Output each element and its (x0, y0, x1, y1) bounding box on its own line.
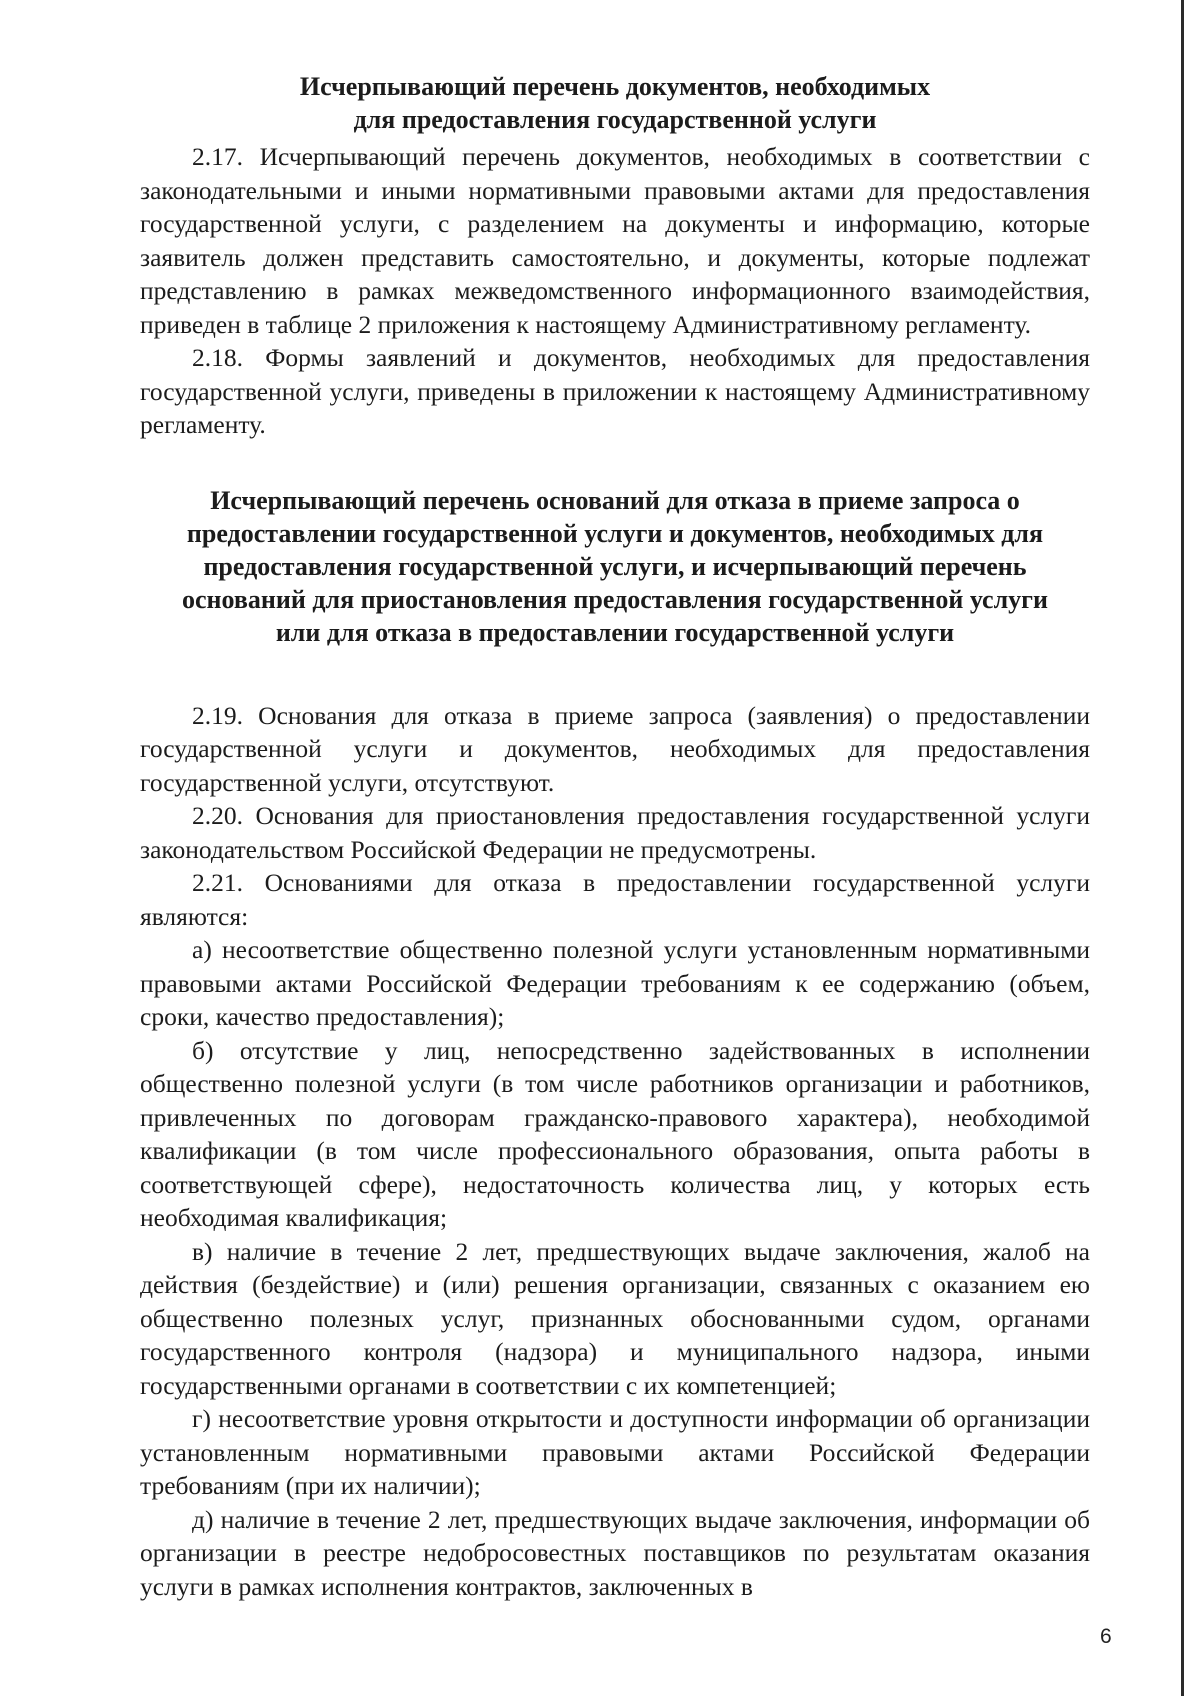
heading-line: оснований для приостановления предоставления государственной услуги (182, 584, 1048, 614)
paragraph-2-19: 2.19. Основания для отказа в приеме запроса (заявления) о предоставлении государственной услуги и документов, необходимых для предоставления государственной услуги, отсутствуют. (140, 700, 1090, 797)
heading-line: предоставлении государственной услуги и документов, необходимых для (186, 518, 1044, 548)
paragraph-2-21: 2.21. Основаниями для отказа в предоставлении государственной услуги являются: (140, 868, 1090, 931)
paragraph-2-17: 2.17. Исчерпывающий перечень документов, необходимых в соответствии с законодательными и иными нормативными правовыми актами для предоставления государственной услуги, с разделением на документы и информацию, которые заявитель должен представить самостоятельно, и документы, которые подлежат представлению в рамках межведомственного информационного взаимодействия, приведен в таблице 2 приложения к настоящему Административному регламенту. (140, 142, 1090, 339)
list-item-d: д) наличие в течение 2 лет, предшествующих выдаче заключения, информации об организации в реестре недобросовестных поставщиков по результатам оказания услуги в рамках исполнения контрактов, заключенных в (140, 1504, 1090, 1601)
heading-line: Исчерпывающий перечень оснований для отказа в приеме запроса о (210, 485, 1020, 515)
heading-line: предоставления государственной услуги, и исчерпывающий перечень (203, 551, 1027, 581)
list-item-v: в) наличие в течение 2 лет, предшествующих выдаче заключения, жалоб на действия (бездействие) и (или) решения организации, связанных с оказанием ею общественно полезных услуг, признанных обоснованными судом, органами государственного контроля (надзора) и муниципального надзора, иными государственными органами в соответствии с их компетенцией; (140, 1236, 1090, 1400)
list-item-b: б) отсутствие у лиц, непосредственно задействованных в исполнении общественно полезной услуги (в том числе работников организации и работников, привлеченных по договорам гражданско-правового характера), необходимой квалификации (в том числе профессионального образования, опыта работы в соответствующей сфере), недостаточность количества лиц, у которых есть необходимая квалификация; (140, 1035, 1090, 1232)
heading-line: для предоставления государственной услуги (353, 105, 877, 134)
heading-line: Исчерпывающий перечень документов, необходимых (299, 72, 931, 101)
list-item-a: а) несоответствие общественно полезной услуги установленным нормативными правовыми актами Российской Федерации требованиям к ее содержанию (объем, сроки, качество предоставления); (140, 935, 1090, 1031)
list-item-g: г) несоответствие уровня открытости и доступности информации об организации установленным нормативными правовыми актами Российской Федерации требованиям (при их наличии); (140, 1404, 1090, 1500)
document-page (140, 70, 1090, 1603)
paragraph-2-18: 2.18. Формы заявлений и документов, необходимых для предоставления государственной услуги, приведены в приложении к настоящему Административному регламенту. (140, 343, 1090, 439)
section-heading-refusal-grounds (140, 484, 1090, 649)
heading-line: или для отказа в предоставлении государственной услуги (275, 617, 955, 647)
section-heading-documents (140, 70, 1090, 136)
page-number: 6 (1100, 1625, 1112, 1648)
page-edge-line (1181, 0, 1184, 1696)
paragraph-2-20: 2.20. Основания для приостановления предоставления государственной услуги законодательством Российской Федерации не предусмотрены. (140, 801, 1090, 864)
